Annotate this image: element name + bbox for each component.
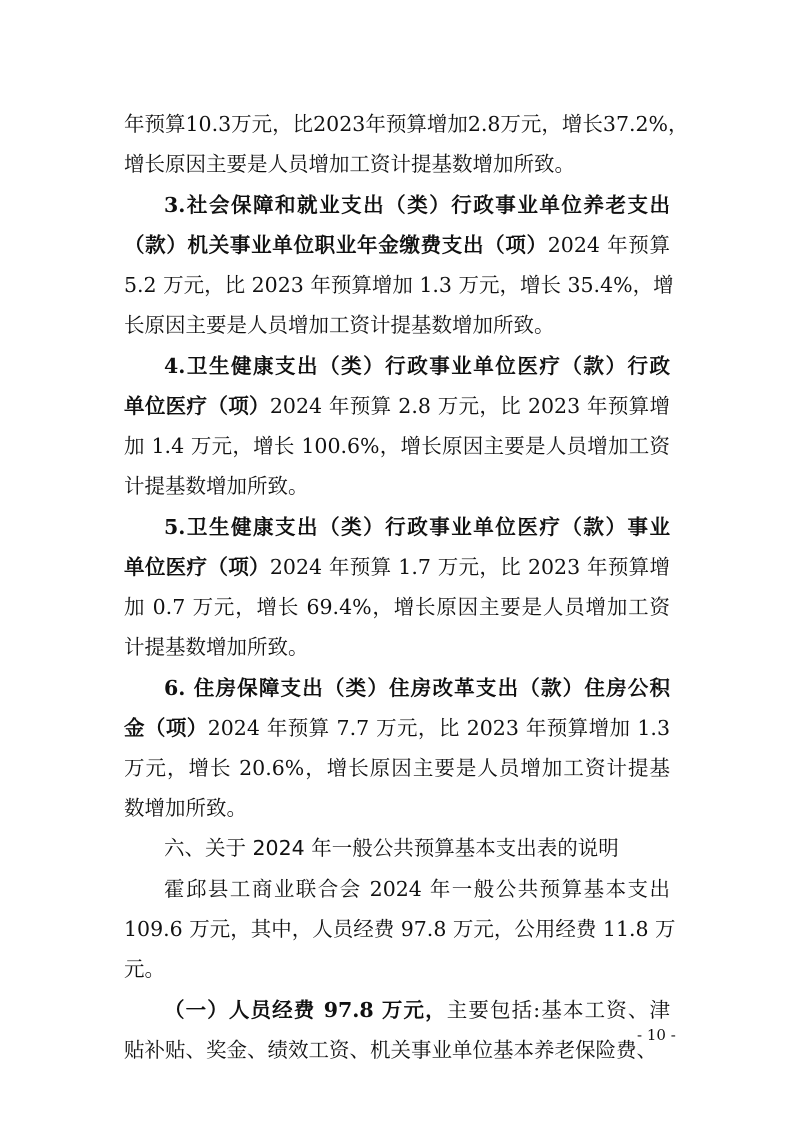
page-number: - 10 - <box>637 1026 676 1044</box>
item-heading-continued: 单位医疗（项） <box>124 555 270 579</box>
item-heading: 4.卫生健康支出（类）行政事业单位医疗（款）行政 <box>164 354 670 378</box>
body-text-line: 霍邱县工商业联合会 2024 年一般公共预算基本支出 <box>164 877 670 901</box>
body-text-line: 计提基数增加所致。 <box>124 635 309 659</box>
body-text: 2024 年预算 2.8 万元，比 2023 年预算增 <box>269 394 671 418</box>
body-text-line: 贴补贴、奖金、绩效工资、机关事业单位基本养老保险费、 <box>124 1038 657 1062</box>
item-heading-continued: （款）机关事业单位职业年金缴费支出（项） <box>124 233 548 257</box>
body-text: 2024 年预算 <box>547 233 670 257</box>
body-text-line <box>124 384 670 428</box>
body-text-line: 增长原因主要是人员增加工资计提基数增加所致。 <box>124 152 575 176</box>
body-text-line: 计提基数增加所致。 <box>124 474 309 498</box>
body-text-line: 万元，增长 20.6%，增长原因主要是人员增加工资计提基 <box>124 756 670 780</box>
section-heading: 六、关于 2024 年一般公共预算基本支出表的说明 <box>164 836 619 860</box>
body-text: 2024 年预算 1.7 万元，比 2023 年预算增 <box>269 555 671 579</box>
body-text: 2024 年预算 7.7 万元，比 2023 年预算增加 1.3 <box>207 716 670 740</box>
body-text-line <box>124 223 670 267</box>
item-heading: 5.卫生健康支出（类）行政事业单位医疗（款）事业 <box>164 515 670 539</box>
body-text-line: 加 1.4 万元，增长 100.6%，增长原因主要是人员增加工资 <box>124 434 670 458</box>
item-heading: 6. 住房保障支出（类）住房改革支出（款）住房公积 <box>164 676 670 700</box>
body-text: 主要包括:基本工资、津 <box>446 998 671 1022</box>
body-text-line: 数增加所致。 <box>124 796 247 820</box>
body-text-line: 元。 <box>124 957 165 981</box>
body-text-line: 5.2 万元，比 2023 年预算增加 1.3 万元，增长 35.4%，增 <box>124 273 674 297</box>
item-heading-continued: 金（项） <box>124 716 208 740</box>
body-text-line <box>124 706 670 750</box>
body-text-line: 年预算10.3万元，比2023年预算增加2.8万元，增长37.2%， <box>124 112 689 136</box>
body-text-line: 109.6 万元，其中，人员经费 97.8 万元，公用经费 11.8 万 <box>124 917 676 941</box>
body-text-line: 加 0.7 万元，增长 69.4%，增长原因主要是人员增加工资 <box>124 595 670 619</box>
body-text-line: 长原因主要是人员增加工资计提基数增加所致。 <box>124 313 555 337</box>
body-text-line <box>124 545 670 589</box>
item-heading-continued: 单位医疗（项） <box>124 394 270 418</box>
item-heading: 3.社会保障和就业支出（类）行政事业单位养老支出 <box>164 193 670 217</box>
subsection-heading: （一）人员经费 97.8 万元， <box>164 998 447 1022</box>
body-text-line <box>164 988 670 1032</box>
